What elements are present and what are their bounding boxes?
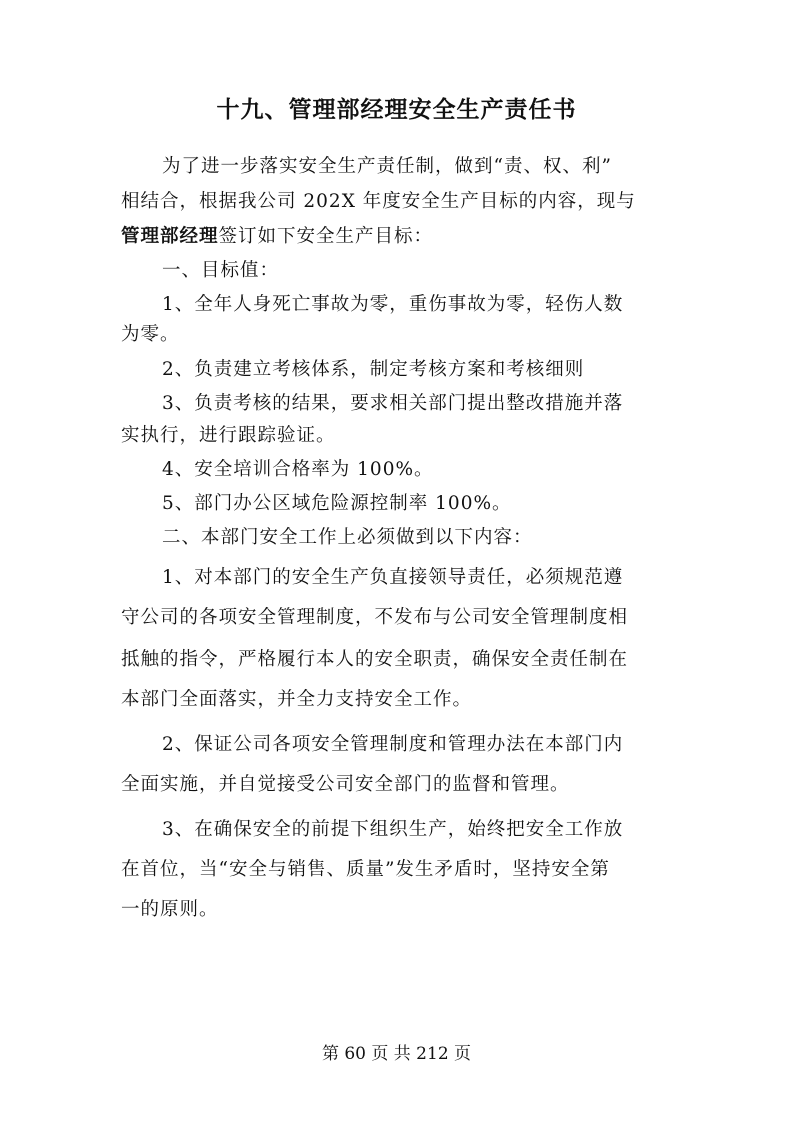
- paragraph-line: 为了进一步落实安全生产责任制，做到“责、权、利”: [162, 156, 612, 177]
- paragraph-line: 4、安全培训合格率为 100%。: [162, 459, 434, 480]
- recipient-name: 管理部经理: [121, 226, 219, 247]
- paragraph-line: 2、保证公司各项安全管理制度和管理办法在本部门内: [162, 734, 624, 755]
- paragraph-line: 实执行，进行跟踪验证。: [121, 425, 336, 446]
- paragraph-line: 为零。: [121, 324, 180, 345]
- paragraph-line: 3、在确保安全的前提下组织生产，始终把安全工作放: [162, 819, 624, 840]
- page-number-footer: 第 60 页 共 212 页: [321, 1044, 472, 1064]
- paragraph-line: 在首位，当“安全与销售、质量”发生矛盾时，坚持安全第: [121, 859, 610, 880]
- paragraph-line: 全面实施，并自觉接受公司安全部门的监督和管理。: [121, 774, 570, 795]
- section-heading: 二、本部门安全工作上必须做到以下内容：: [162, 527, 533, 548]
- paragraph-line: [121, 222, 433, 252]
- paragraph-line: 相结合，根据我公司 202X 年度安全生产目标的内容，现与: [121, 191, 636, 212]
- paragraph-line: 抵触的指令，严格履行本人的安全职责，确保安全责任制在: [121, 649, 629, 670]
- section-heading: 一、目标值：: [162, 260, 280, 281]
- paragraph-line: 5、部门办公区域危险源控制率 100%。: [162, 493, 512, 514]
- paragraph-line: 3、负责考核的结果，要求相关部门提出整改措施并落: [162, 393, 624, 414]
- paragraph-line: 本部门全面落实，并全力支持安全工作。: [121, 689, 473, 710]
- document-title: 十九、管理部经理安全生产责任书: [216, 96, 577, 123]
- paragraph-line-rest: 签订如下安全生产目标：: [218, 226, 434, 247]
- paragraph-line: 2、负责建立考核体系，制定考核方案和考核细则: [162, 359, 585, 380]
- paragraph-line: 1、全年人身死亡事故为零，重伤事故为零，轻伤人数: [162, 294, 624, 315]
- paragraph-line: 1、对本部门的安全生产负直接领导责任，必须规范遵: [162, 567, 624, 588]
- paragraph-line: 守公司的各项安全管理制度，不发布与公司安全管理制度相: [121, 607, 629, 628]
- paragraph-line: 一的原则。: [121, 899, 219, 920]
